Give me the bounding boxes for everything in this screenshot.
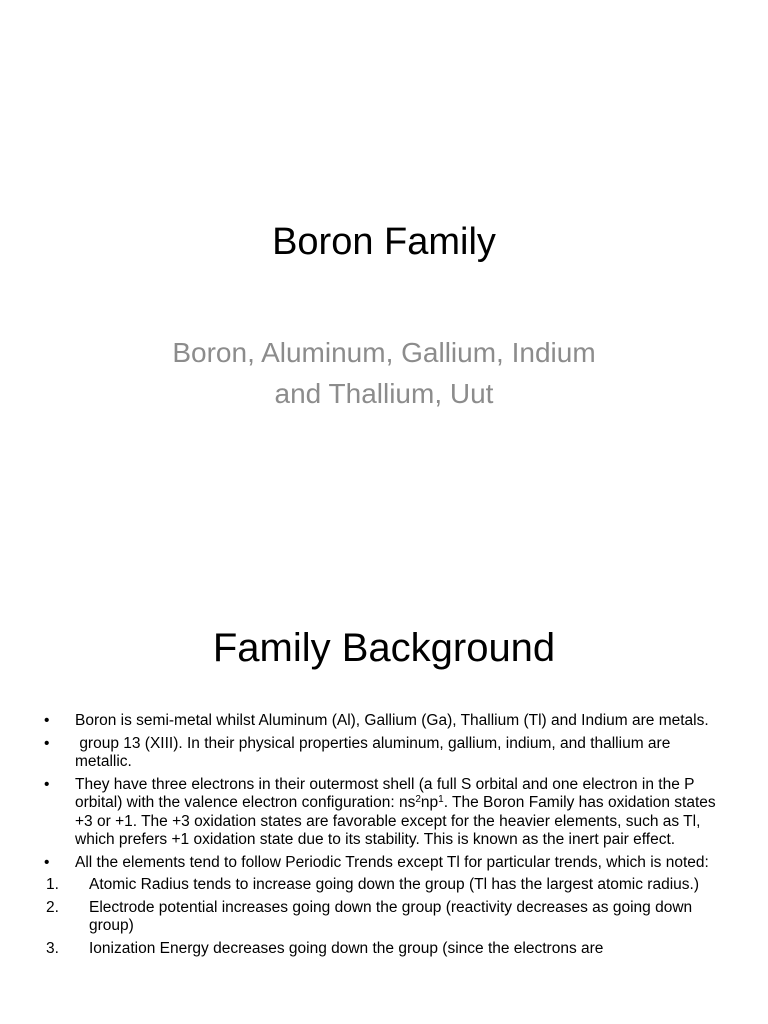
bullet-icon: • (44, 734, 50, 752)
bullet-icon: • (44, 853, 50, 871)
text-run: . The Boron Family has oxidation states +3 or +1. The +3 oxidation states are favorable except for the heavier elements, such as Tl, which prefers +1 oxidation state due to its stability. This is known as the inert pair effect. (75, 794, 716, 848)
superscript: 1 (438, 794, 444, 805)
bullet-text (75, 776, 725, 850)
text-run: np (420, 794, 439, 811)
list-number: 3. (46, 939, 59, 957)
slide-title: Family Background (212, 626, 556, 670)
subtitle-line: and Thallium, Uut (274, 378, 494, 409)
numbered-item (0, 940, 768, 959)
numbered-text: Atomic Radius tends to increase going down the group (Tl has the largest atomic radius.) (89, 876, 699, 893)
numbered-text: Ionization Energy decreases going down the group (since the electrons are (89, 939, 604, 957)
superscript: 2 (415, 794, 421, 805)
bullet-item (0, 712, 768, 731)
bullet-icon: • (44, 712, 50, 729)
numbered-item (0, 876, 768, 895)
bullet-text: group 13 (XIII). In their physical properties aluminum, gallium, indium, and thallium are metallic. (75, 734, 675, 770)
slide-subtitle (0, 332, 768, 414)
text-run: They have three electrons in their outermost shell (a full S orbital and one electron in the P orbital) with the valence electron configuration: ns (75, 775, 695, 811)
subtitle-line: Boron, Aluminum, Gallium, Indium (172, 337, 596, 368)
list-number: 2. (46, 898, 59, 916)
bullet-text: All the elements tend to follow Periodic Trends except Tl for particular trends, which is noted: (75, 853, 709, 871)
bullet-list (0, 712, 768, 962)
slide-title: Boron Family (272, 221, 496, 263)
numbered-item (0, 899, 768, 936)
list-number: 1. (46, 876, 59, 893)
bullet-item (0, 854, 768, 873)
bullet-icon: • (44, 775, 50, 793)
content-slide (0, 576, 768, 1024)
numbered-text: Electrode potential increases going down the group (reactivity decreases as going down group) (89, 898, 693, 934)
bullet-item (0, 735, 768, 772)
bullet-item (0, 776, 768, 850)
bullet-text: Boron is semi-metal whilst Aluminum (Al), Gallium (Ga), Thallium (Tl) and Indium are metals. (75, 712, 709, 729)
